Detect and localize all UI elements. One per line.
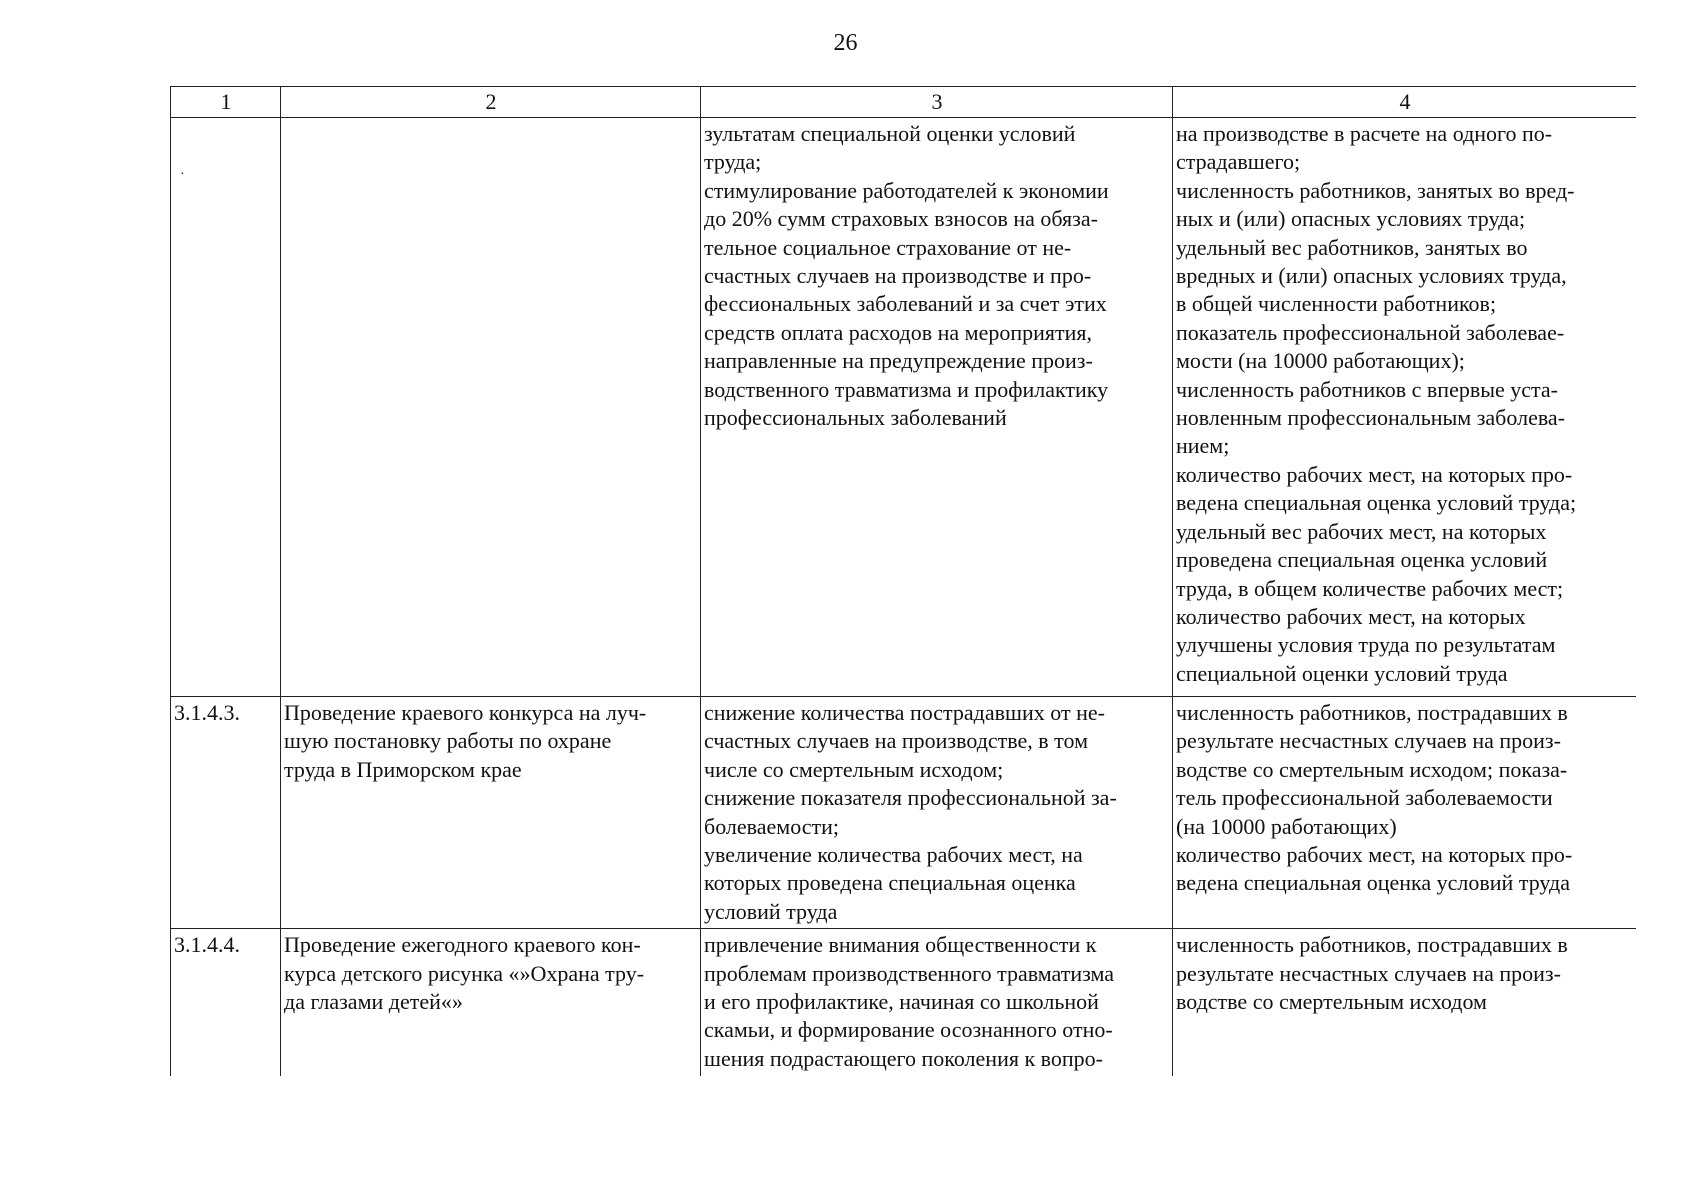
page-number: 26 <box>833 30 858 56</box>
table-row <box>171 697 1637 929</box>
cell-number: 3.1.4.4. <box>171 929 281 1076</box>
table-header-row <box>171 87 1637 118</box>
cell-indicators: численность работников, пострадавших в результате несчастных случаев на произ- водстве со смертельным исходом <box>1173 929 1637 1076</box>
table-row <box>171 929 1637 1076</box>
column-header-1: 1 <box>171 87 281 118</box>
cell-expected-results: привлечение внимания общественности к проблемам производственного травматизма и его профилактике, начиная со школьной скамьи, и формирование осознанного отно- шения подрастающего поколения к вопро- <box>701 929 1173 1076</box>
column-header-4: 4 <box>1173 87 1637 118</box>
cell-measure-name <box>281 118 701 697</box>
margin-mark: · <box>180 167 185 182</box>
measures-table-container <box>170 86 1636 1076</box>
cell-measure-name: Проведение ежегодного краевого кон- курса детского рисунка «»Охрана тру- да глазами детей«» <box>281 929 701 1076</box>
cell-indicators: на производстве в расчете на одного по- страдавшего; численность работников, занятых во вред- ных и (или) опасных условиях труда; удельный вес работников, занятых во вредных и (или) опасных условиях труда, в общей численности работников; показатель профессиональной заболевае- мости (на 10000 работающих); численность работников с впервые уста- новленным профессиональным заболева- нием; количество рабочих мест, на которых про- ведена специальная оценка условий труда; удельный вес рабочих мест, на которых проведена специальная оценка условий труда, в общем количестве рабочих мест; количество рабочих мест, на которых улучшены условия труда по результатам специальной оценки условий труда <box>1173 118 1637 697</box>
cell-number <box>171 118 281 697</box>
column-header-2: 2 <box>281 87 701 118</box>
cell-number: 3.1.4.3. <box>171 697 281 929</box>
cell-indicators: численность работников, пострадавших в результате несчастных случаев на произ- водстве со смертельным исходом; показа- тель профессиональной заболеваемости (на 10000 работающих) количество рабочих мест, на которых про- ведена специальная оценка условий труда <box>1173 697 1637 929</box>
column-header-3: 3 <box>701 87 1173 118</box>
measures-table <box>170 86 1636 1076</box>
table-row <box>171 118 1637 697</box>
cell-measure-name: Проведение краевого конкурса на луч- шую постановку работы по охране труда в Приморском крае <box>281 697 701 929</box>
cell-expected-results: зультатам специальной оценки условий труда; стимулирование работодателей к экономии до 20% сумм страховых взносов на обяза- тельное социальное страхование от не- счастных случаев на производстве и про- фессиональных заболеваний и за счет этих средств оплата расходов на мероприятия, направленные на предупреждение произ- водственного травматизма и профилактику профессиональных заболеваний <box>701 118 1173 697</box>
cell-expected-results: снижение количества пострадавших от не- счастных случаев на производстве, в том числе со смертельным исходом; снижение показателя профессиональной за- болеваемости; увеличение количества рабочих мест, на которых проведена специальная оценка условий труда <box>701 697 1173 929</box>
